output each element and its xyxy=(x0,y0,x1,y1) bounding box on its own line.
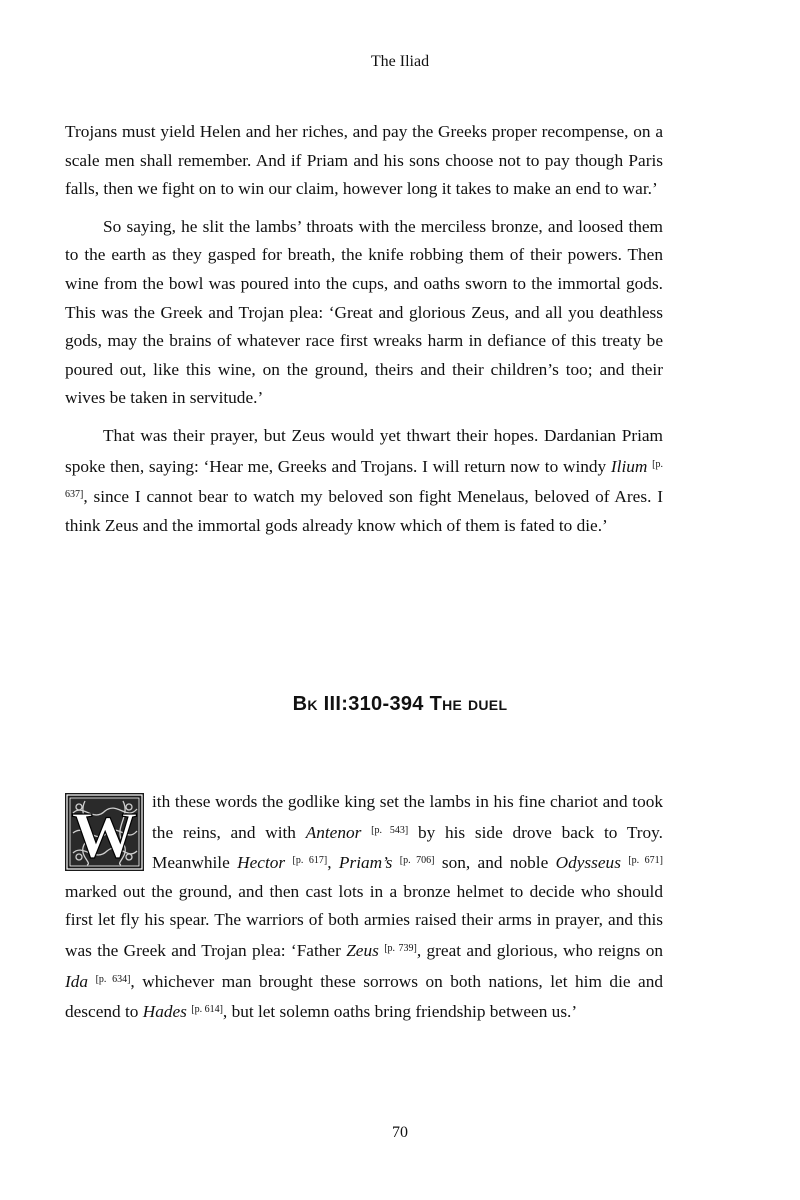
ilium-link[interactable]: Ilium xyxy=(610,456,648,476)
paragraph-3-text: That was their prayer, but Zeus would yet thwart their hopes. Dardanian Priam spoke then, saying: ‘Hear me, Greeks and Trojans. I will return now to windy xyxy=(65,425,663,476)
section-body xyxy=(65,788,663,1027)
priam-link[interactable]: Priam’s xyxy=(338,853,393,873)
section-title: Bk III:310-394 The duel xyxy=(292,693,508,715)
page-ref[interactable]: [p. 671] xyxy=(628,855,664,867)
section-text: marked out the ground, and then cast lots in a bronze helmet to decide who should first let fly his spear. The warriors of both armies raised their arms in prayer, and this was the Greek and Trojan plea: ‘Father xyxy=(65,881,663,960)
section-text: , xyxy=(327,853,339,873)
page-ref[interactable]: [p. 617] xyxy=(292,855,328,867)
section-paragraph xyxy=(65,788,663,1027)
section-text: ith these words the godlike king set the lambs in his fine chariot and took the reins, and with xyxy=(152,792,663,842)
page-ref[interactable]: [p. 614] xyxy=(191,1004,223,1016)
page-ref[interactable]: [p. 543] xyxy=(371,824,409,836)
antenor-link[interactable]: Antenor xyxy=(305,822,362,842)
body-text xyxy=(65,118,663,549)
dropcap-letter: W xyxy=(71,799,138,871)
hector-link[interactable]: Hector xyxy=(237,853,286,873)
section-text: , great and glorious, who reigns on xyxy=(416,940,663,960)
paragraph-3 xyxy=(65,422,663,540)
paragraph-3-text: , since I cannot bear to watch my beloved son fight Menelaus, beloved of Ares. I think Zeus and the immortal gods already know which of them is fated to die.’ xyxy=(65,487,663,535)
running-title: The Iliad xyxy=(370,53,430,70)
ida-link[interactable]: Ida xyxy=(65,971,89,991)
hades-link[interactable]: Hades xyxy=(142,1002,187,1022)
section-text: by his side drove back to Troy. Meanwhile xyxy=(152,822,663,873)
dropcap-ornament-icon xyxy=(65,793,144,871)
section-text: , but let solemn oaths bring friendship between us.’ xyxy=(222,1002,578,1022)
page-ref[interactable]: [p. 637] xyxy=(65,458,663,501)
section-text: , whichever man brought these sorrows on both nations, let him die and descend to xyxy=(65,971,663,1022)
paragraph-2: So saying, he slit the lambs’ throats with the merciless bronze, and loosed them to the earth as they gasped for breath, the knife robbing them of their powers. Then wine from the bowl was poured into the cups, and oaths sworn to the immortal gods. This was the Greek and Trojan plea: ‘Great and glorious Zeus, and all you deathless gods, may the brains of whatever race first wreaks harm in defiance of this treaty be poured out, like this wine, on the ground, theirs and their children’s too; and their wives be taken in servitude.’ xyxy=(65,216,663,408)
page-ref[interactable]: [p. 634] xyxy=(95,973,131,985)
page-ref[interactable]: [p. 739] xyxy=(384,942,417,954)
paragraph-1: Trojans must yield Helen and her riches, and pay the Greeks proper recompense, on a scale men shall remember. And if Priam and his sons choose not to pay though Paris falls, then we fight on to win our claim, however long it takes to make an end to war.’ xyxy=(65,122,663,199)
odysseus-link[interactable]: Odysseus xyxy=(555,853,621,873)
page-ref[interactable]: [p. 706] xyxy=(399,855,435,867)
section-text: son, and noble xyxy=(434,853,556,873)
page-number: 70 xyxy=(392,1124,408,1141)
zeus-link[interactable]: Zeus xyxy=(346,940,379,960)
